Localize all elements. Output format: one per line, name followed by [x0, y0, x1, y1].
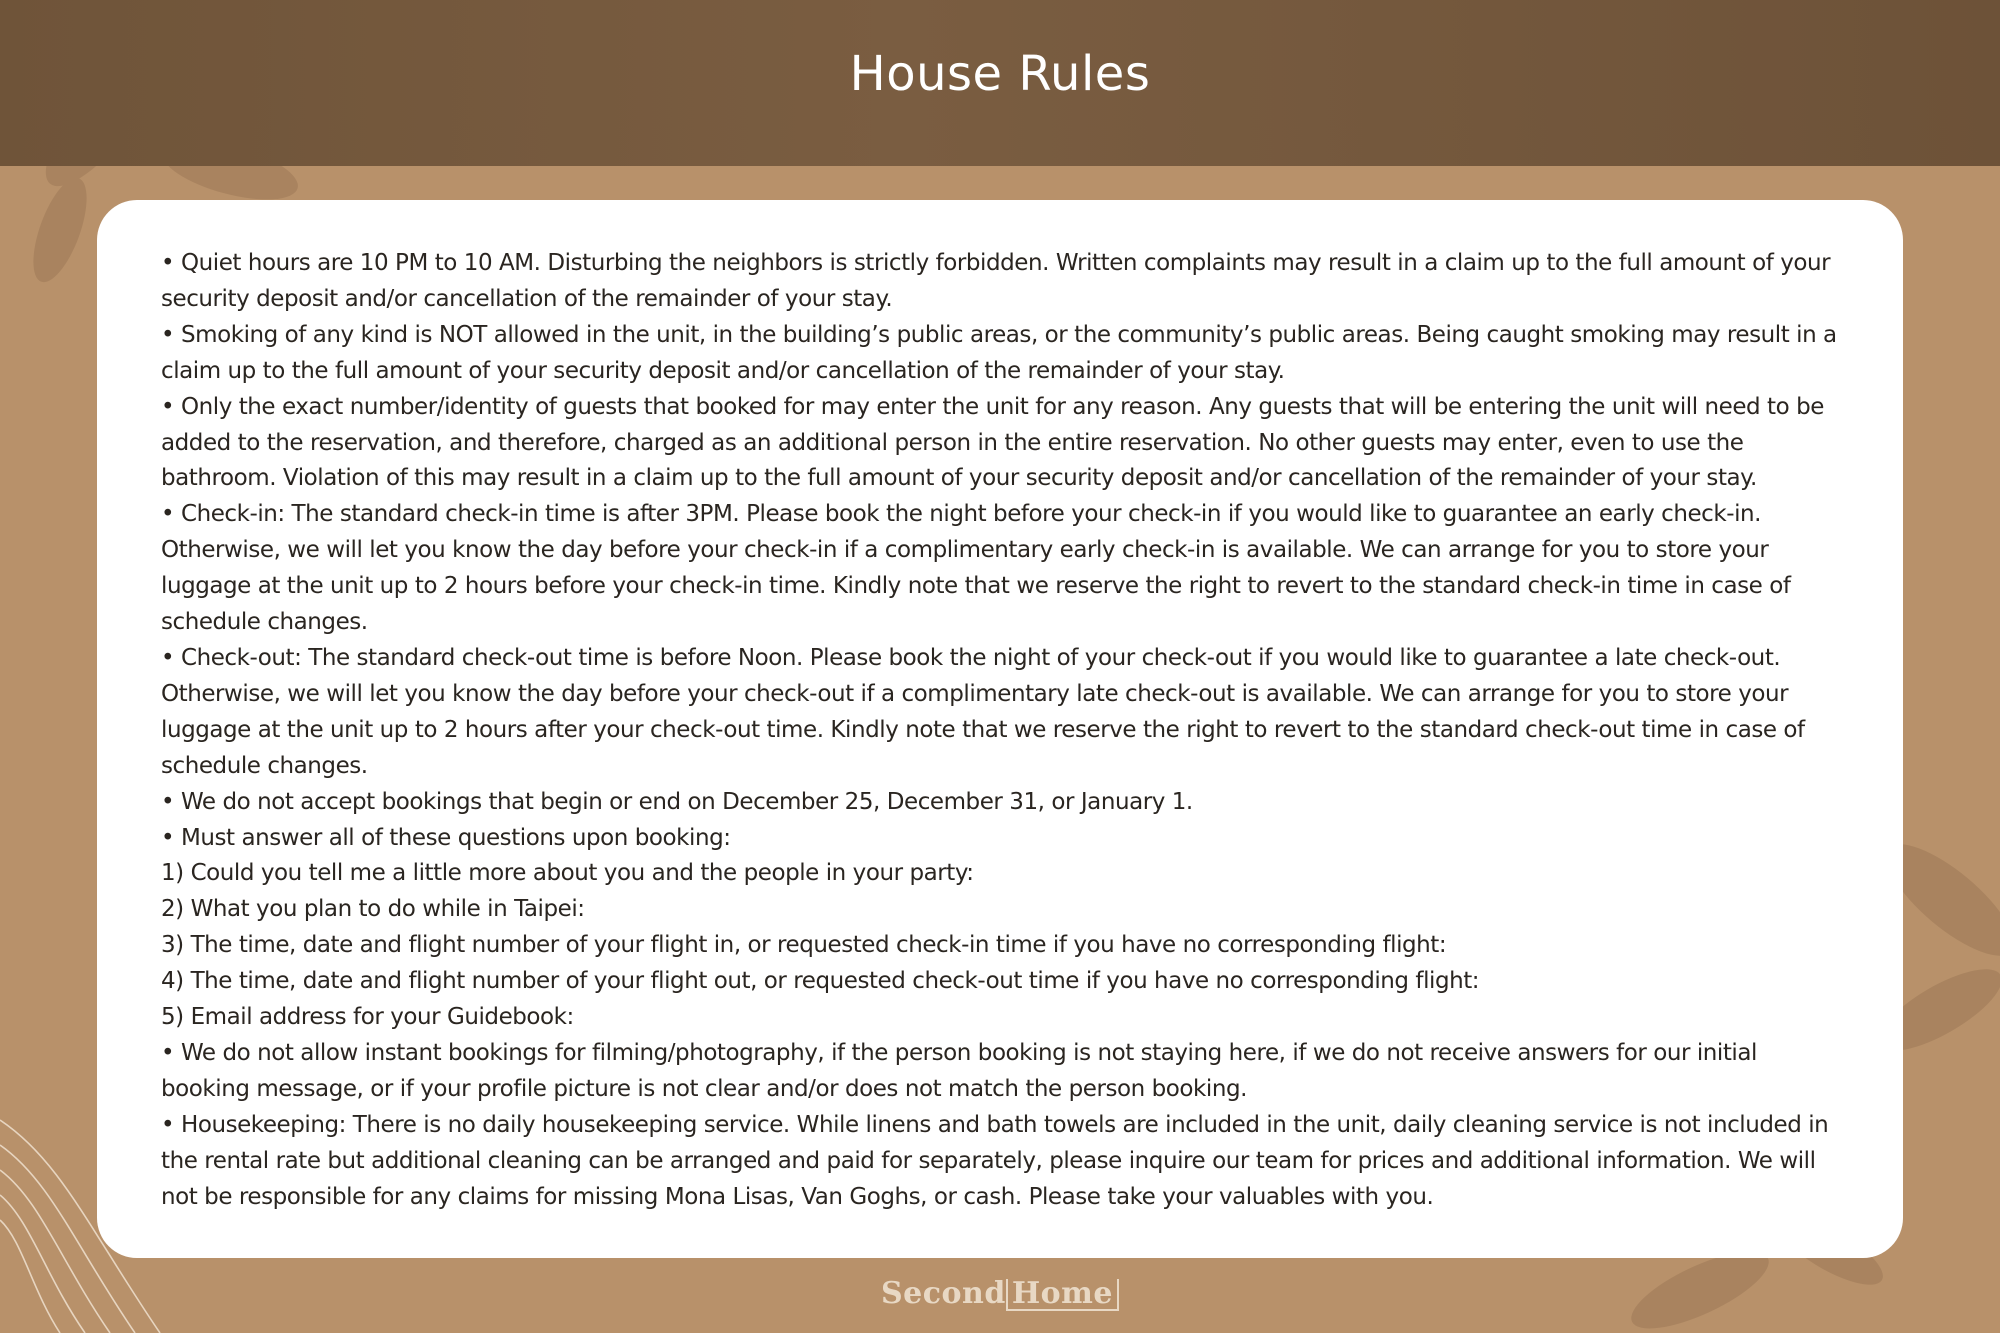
rule-guests: • Only the exact number/identity of guests that booked for may enter the unit for any reason. Any guests that will be entering the unit will need to be added to the reservation, and therefore, charged as an additional person in the entire reservation. No other guests may enter, even to use the bathroom. Violation of this may result in a claim up to the full amount of your security deposit and/or cancellation of the remainder of your stay.	[161, 393, 1824, 492]
rule-booking-questions: • Must answer all of these questions upon booking:	[161, 824, 731, 851]
brand-logo-part1: Second	[880, 1276, 1006, 1311]
question-1: 1) Could you tell me a little more about you and the people in your party:	[161, 860, 974, 887]
brand-logo-part2: Home	[1006, 1279, 1119, 1311]
question-3: 3) The time, date and flight number of your flight in, or requested check-in time if you have no corresponding flight:	[161, 932, 1447, 959]
rule-housekeeping: • Housekeeping: There is no daily housekeeping service. While linens and bath towels are included in the unit, daily cleaning service is not included in the rental rate but additional cleaning can be arranged and paid for separately, please inquire our team for prices and additional information. We will not be responsible for any claims for missing Mona Lisas, Van Goghs, or cash. Please take your valuables with you.	[161, 1111, 1829, 1210]
rules-list	[161, 246, 1841, 1215]
brand-logo	[0, 1276, 2000, 1311]
rule-smoking: • Smoking of any kind is NOT allowed in the unit, in the building’s public areas, or the community’s public areas. Being caught smoking may result in a claim up to the full amount of your security deposit and/or cancellation of the remainder of your stay.	[161, 321, 1837, 384]
question-5: 5) Email address for your Guidebook:	[161, 1004, 574, 1031]
rule-quiet-hours: • Quiet hours are 10 PM to 10 AM. Disturbing the neighbors is strictly forbidden. Written complaints may result in a claim up to the full amount of your security deposit and/or cancellation of the remainder of your stay.	[161, 250, 1831, 312]
rule-check-out: • Check-out: The standard check-out time is before Noon. Please book the night of your check-out if you would like to guarantee a late check-out. Otherwise, we will let you know the day before your check-out if a complimentary late check-out is available. We can arrange for you to store your luggage at the unit up to 2 hours after your check-out time. Kindly note that we reserve the right to revert to the standard check-out time in case of schedule changes.	[161, 644, 1805, 779]
rule-instant-bookings: • We do not allow instant bookings for filming/photography, if the person booking is not staying here, if we do not receive answers for our initial booking message, or if your profile picture is not clear and/or does not match the person booking.	[161, 1039, 1757, 1102]
rule-blackout-dates: • We do not accept bookings that begin or end on December 25, December 31, or January 1.	[161, 788, 1193, 815]
question-2: 2) What you plan to do while in Taipei:	[161, 896, 585, 923]
rules-card	[97, 200, 1903, 1258]
rule-check-in: • Check-in: The standard check-in time is after 3PM. Please book the night before your check-in if you would like to guarantee an early check-in. Otherwise, we will let you know the day before your check-in if a complimentary early check-in is available. We can arrange for you to store your luggage at the unit up to 2 hours before your check-in time. Kindly note that we reserve the right to revert to the standard check-in time in case of schedule changes.	[161, 501, 1791, 636]
header-bar	[0, 0, 2000, 166]
page-title: House Rules	[849, 46, 1151, 102]
question-4: 4) The time, date and flight number of your flight out, or requested check-out time if you have no corresponding flight:	[161, 968, 1480, 995]
